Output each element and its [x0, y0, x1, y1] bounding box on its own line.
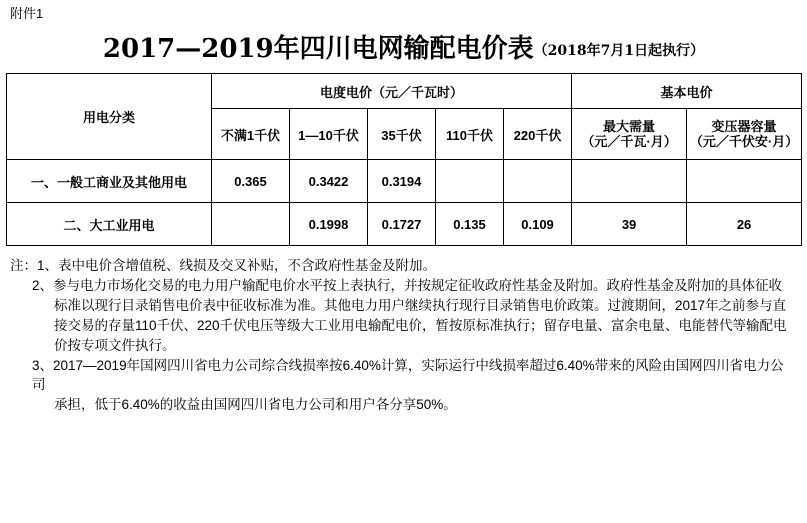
header-basic-col-1-unit: （元／千伏安·月） — [689, 134, 799, 149]
header-category: 用电分类 — [7, 74, 212, 160]
table-row — [7, 160, 802, 203]
attachment-label: 附件1 — [10, 6, 44, 21]
header-energy-col-2: 35千伏 — [368, 109, 436, 160]
table-row — [7, 203, 802, 246]
table-header-row-1 — [7, 74, 802, 109]
row-0-basic-0 — [572, 160, 687, 203]
row-0-value-3 — [436, 160, 504, 203]
header-energy-col-4: 220千伏 — [504, 109, 572, 160]
row-0-value-2: 0.3194 — [368, 160, 436, 203]
header-basic-col-1 — [687, 109, 802, 160]
header-group-energy: 电度电价（元／千瓦时） — [212, 74, 572, 109]
header-group-basic: 基本电价 — [572, 74, 802, 109]
note-line-6: 承担，低于6.40%的收益由国网四川省电力公司和用户各分享50%。 — [54, 397, 457, 412]
row-1-value-3: 0.135 — [436, 203, 504, 246]
rate-table — [6, 73, 802, 246]
note-line-1: 2、参与电力市场化交易的电力用户输配电价水平按上表执行，并按规定征收政府性基金及附加。政府性基金及附加的具体征收 — [32, 278, 783, 293]
row-0-value-0: 0.365 — [212, 160, 290, 203]
header-energy-col-1: 1—10千伏 — [290, 109, 368, 160]
note-line-3: 接交易的存量110千伏、220千伏电压等级大工业用电输配电价，暂按原标准执行；留存电量、富余电量、电能替代等输配电 — [54, 318, 787, 333]
row-1-value-1: 0.1998 — [290, 203, 368, 246]
row-1-basic-1: 26 — [687, 203, 802, 246]
note-line-0: 注：1、表中电价含增值税、线损及交叉补贴，不含政府性基金及附加。 — [10, 258, 437, 273]
note-line-2: 标准以现行目录销售电价表中征收标准为准。其他电力用户继续执行现行目录销售电价政策。过渡期间，2017年之前参与直 — [54, 298, 787, 313]
title-sub: （2018年7月1日起执行） — [533, 43, 705, 59]
row-1-value-4: 0.109 — [504, 203, 572, 246]
row-0-label: 一、一般工商业及其他用电 — [7, 160, 212, 203]
header-basic-col-0-name: 最大需量 — [603, 119, 656, 134]
row-0-value-1: 0.3422 — [290, 160, 368, 203]
row-1-value-0 — [212, 203, 290, 246]
header-basic-col-0-unit: （元／千瓦·月） — [581, 134, 677, 149]
row-0-value-4 — [504, 160, 572, 203]
header-basic-col-0 — [572, 109, 687, 160]
row-0-basic-1 — [687, 160, 802, 203]
header-energy-col-0: 不满1千伏 — [212, 109, 290, 160]
row-1-label: 二、大工业用电 — [7, 203, 212, 246]
note-line-4: 价按专项文件执行。 — [54, 338, 176, 353]
page-title — [6, 28, 801, 65]
note-line-5: 3、2017—2019年国网四川省电力公司综合线损率按6.40%计算，实际运行中线损率超过6.40%带来的风险由国网四川省电力公司 — [32, 358, 784, 392]
header-energy-col-3: 110千伏 — [436, 109, 504, 160]
row-1-basic-0: 39 — [572, 203, 687, 246]
header-basic-col-1-name: 变压器容量 — [711, 119, 777, 134]
row-1-value-2: 0.1727 — [368, 203, 436, 246]
notes-section — [10, 256, 797, 414]
title-main: 2017—2019年四川电网输配电价表 — [102, 34, 534, 64]
